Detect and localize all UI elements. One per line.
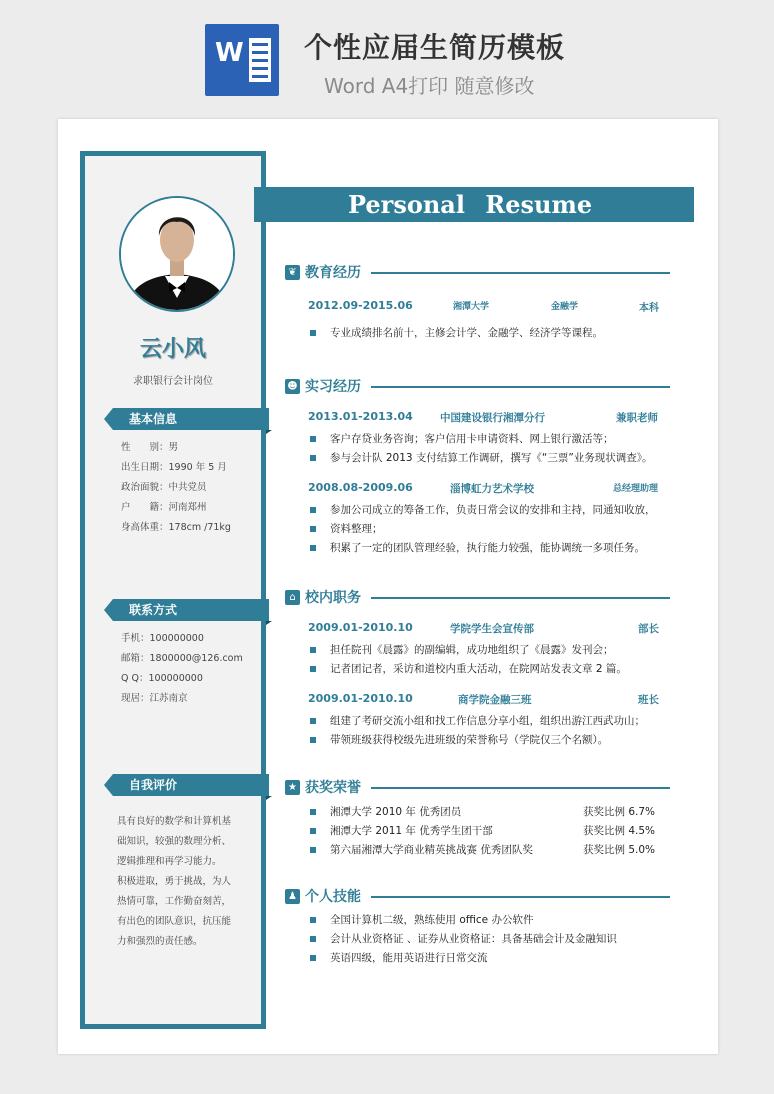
entry-date: 2009.01-2010.10 <box>308 621 413 634</box>
bullet-item: 参加公司成立的筹备工作，负责日常会议的安排和主持，同通知收放， <box>310 501 670 520</box>
basic-info-item: 政治面貌：中共党员 <box>121 482 207 493</box>
self-eval-line: 力和强烈的责任感。 <box>117 936 203 947</box>
user-icon: ♟ <box>285 889 300 904</box>
education-bullets <box>310 324 670 343</box>
basic-info-item: 出生日期：1990 年 5 月 <box>121 462 227 473</box>
word-icon <box>205 24 279 96</box>
entry-date: 2012.09-2015.06 <box>308 299 413 312</box>
section-title: 实习经历 <box>305 379 361 395</box>
basic-info-item: 性 别：男 <box>121 442 179 453</box>
award-ratio: 获奖比例 6.7% <box>583 806 656 818</box>
word-logo-letter: W <box>215 38 244 68</box>
award-ratio: 获奖比例 4.5% <box>583 825 656 837</box>
contact-heading: 联系方式 <box>113 599 269 621</box>
award-text: 湘潭大学 2010 年 优秀团员 <box>330 806 462 818</box>
intern-bullets <box>310 430 670 468</box>
page-subtitle: Word A4打印 随意修改 <box>324 74 535 98</box>
page-title: 个性应届生简历模板 <box>304 31 566 64</box>
bullet-item: 专业成绩排名前十，主修会计学、金融学、经济学等课程。 <box>310 324 670 343</box>
bullet-item: 参与会计队 2013 支付结算工作调研，撰写《“三票”业务现状调查》。 <box>310 449 670 468</box>
entry-role: 兼职老师 <box>616 412 658 424</box>
self-eval-line: 热情可靠，工作勤奋刻苦， <box>117 896 232 907</box>
award-row <box>310 822 670 841</box>
entry-org: 学院学生会宣传部 <box>450 623 534 635</box>
entry-major: 金融学 <box>551 302 579 312</box>
basic-info-list <box>121 438 231 538</box>
intern-heading <box>285 376 670 398</box>
bullet-item: 客户存贷业务咨询；客户信用卡申请资料、网上银行激活等； <box>310 430 670 449</box>
resume-page <box>58 119 718 1054</box>
education-entry <box>308 299 661 315</box>
entry-org: 淄博虹力艺术学校 <box>450 483 534 495</box>
campus-entry <box>308 692 661 708</box>
left-panel <box>80 151 266 1029</box>
bullet-item: 积累了一定的团队管理经验，执行能力较强，能协调统一多项任务。 <box>310 539 670 558</box>
contact-item: Q Q：100000000 <box>121 673 203 684</box>
entry-role: 本科 <box>639 303 659 314</box>
entry-date: 2009.01-2010.10 <box>308 692 413 705</box>
bullet-item: 带领班级获得校级先进班级的荣誉称号（学院仅三个名额）。 <box>310 731 670 750</box>
contact-item: 手机：100000000 <box>121 633 204 644</box>
skills-heading <box>285 886 670 908</box>
person-icon: ☻ <box>285 379 300 394</box>
bullet-item: 会计从业资格证 、证券从业资格证：具备基础会计及金融知识 <box>310 930 670 949</box>
bullet-item: 记者团记者，采访和道校内重大活动，在院网站发表文章 2 篇。 <box>310 660 670 679</box>
entry-role: 部长 <box>638 623 659 635</box>
award-icon: ★ <box>285 780 300 795</box>
bullet-continuation: 资料整理； <box>310 520 670 539</box>
section-title: 教育经历 <box>305 265 361 281</box>
self-eval-line: 具有良好的数学和计算机基 <box>117 816 232 827</box>
intern-bullets <box>310 501 670 558</box>
self-eval-line: 础知识，较强的数理分析、 <box>117 836 232 847</box>
bullet-item: 组建了考研交流小组和找工作信息分享小组，组织出游江西武功山； <box>310 712 670 731</box>
award-text: 湘潭大学 2011 年 优秀学生团干部 <box>330 825 493 837</box>
awards-heading <box>285 777 670 799</box>
skills-bullets <box>310 911 670 968</box>
header <box>0 0 774 110</box>
home-icon: ⌂ <box>285 590 300 605</box>
self-eval-text <box>117 812 237 952</box>
self-eval-line: 逻辑推理和再学习能力。 <box>117 856 222 867</box>
candidate-name: 云小风 <box>139 337 206 362</box>
section-title: 个人技能 <box>305 889 361 905</box>
award-ratio: 获奖比例 5.0% <box>583 844 656 856</box>
campus-entry <box>308 621 661 637</box>
award-row <box>310 841 670 860</box>
award-text: 第六届湘潭大学商业精英挑战赛 优秀团队奖 <box>330 844 533 856</box>
basic-info-item: 户 籍：河南郑州 <box>121 502 207 513</box>
self-eval-heading: 自我评价 <box>113 774 269 796</box>
job-target: 求职银行会计岗位 <box>133 376 213 387</box>
entry-role: 总经理助理 <box>613 484 659 494</box>
leaf-icon: ❦ <box>285 265 300 280</box>
campus-bullets <box>310 641 670 679</box>
entry-org: 中国建设银行湘潭分行 <box>440 412 545 424</box>
bullet-item: 英语四级，能用英语进行日常交流 <box>310 949 670 968</box>
self-eval-line: 积极进取，勇于挑战，为人 <box>117 876 232 887</box>
basic-info-heading: 基本信息 <box>113 408 269 430</box>
entry-org: 湘潭大学 <box>453 302 490 312</box>
entry-date: 2013.01-2013.04 <box>308 410 413 423</box>
entry-org: 商学院金融三班 <box>458 694 532 706</box>
section-title: 校内职务 <box>305 590 361 606</box>
resume-banner: Personal Resume <box>254 187 694 222</box>
avatar <box>119 196 235 312</box>
bullet-item: 全国计算机二级，熟练使用 office 办公软件 <box>310 911 670 930</box>
campus-bullets <box>310 712 670 750</box>
intern-entry <box>308 410 661 426</box>
contact-list <box>121 629 243 709</box>
contact-item: 现居：江苏南京 <box>121 693 188 704</box>
bullet-item: 担任院刊《晨露》的副编辑，成功地组织了《晨露》发刊会； <box>310 641 670 660</box>
entry-role: 班长 <box>638 694 659 706</box>
intern-entry <box>308 481 661 497</box>
campus-heading <box>285 587 670 609</box>
basic-info-item: 身高体重：178cm /71kg <box>121 522 231 533</box>
entry-date: 2008.08-2009.06 <box>308 481 413 494</box>
education-heading <box>285 262 670 284</box>
self-eval-line: 有出色的团队意识，抗压能 <box>117 916 232 927</box>
award-row <box>310 803 670 822</box>
section-title: 获奖荣誉 <box>305 780 361 796</box>
contact-item: 邮箱：1800000@126.com <box>121 653 243 664</box>
